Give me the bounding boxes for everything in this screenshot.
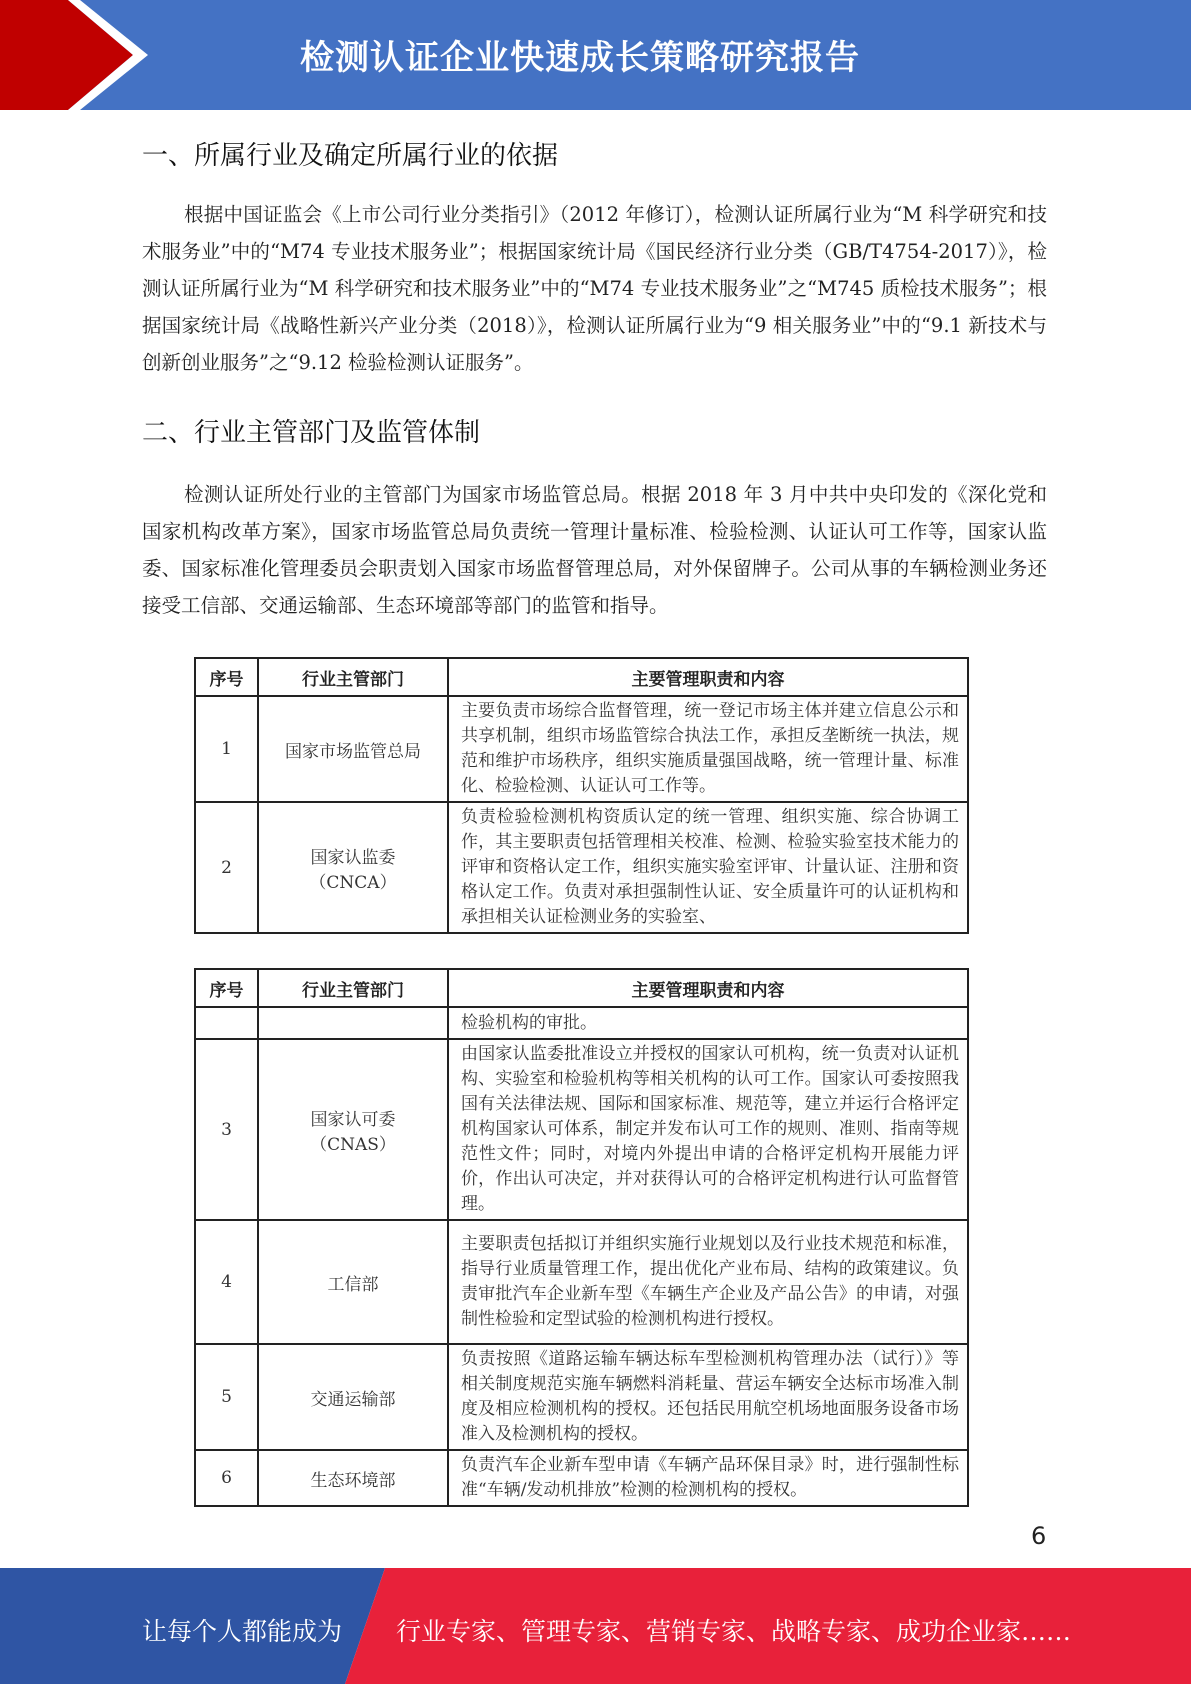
regulator-table-2 — [194, 968, 969, 1507]
dept-name: 国家市场监管总局 — [285, 741, 421, 762]
dept-abbr: （CNCA） — [309, 872, 397, 893]
col-header-dept: 行业主管部门 — [258, 658, 448, 696]
col-header-no: 序号 — [195, 969, 258, 1007]
footer-slogan-left: 让每个人都能成为 — [142, 1617, 343, 1646]
row-duty: 主要负责市场综合监督管理，统一登记市场主体并建立信息公示和共享机制，组织市场监管综合执法工作，承担反垄断统一执法，规范和维护市场秩序，组织实施质量强国战略，统一管理计量、标准化、检验检测、认证认可工作等。 — [448, 696, 968, 802]
section-heading-regulation: 二、行业主管部门及监管体制 — [142, 418, 481, 448]
row-duty: 检验机构的审批。 — [448, 1007, 968, 1039]
table-row — [195, 1220, 968, 1344]
footer-slogan-right: 行业专家、管理专家、营销专家、战略专家、成功企业家…… — [396, 1617, 1072, 1646]
table-row — [195, 1039, 968, 1220]
page-footer — [0, 1568, 1191, 1684]
col-header-no: 序号 — [195, 658, 258, 696]
row-no: 2 — [195, 802, 258, 933]
table-row — [195, 696, 968, 802]
row-no — [195, 1007, 258, 1039]
report-title: 检测认证企业快速成长策略研究报告 — [300, 38, 860, 78]
page-header — [0, 0, 1191, 110]
table-row — [195, 1450, 968, 1506]
dept-abbr: （CNAS） — [310, 1134, 396, 1155]
row-duty: 负责汽车企业新车型申请《车辆产品环保目录》时，进行强制性标准“车辆/发动机排放”检测的检测机构的授权。 — [448, 1450, 968, 1506]
row-duty: 负责按照《道路运输车辆达标车型检测机构管理办法（试行）》等相关制度规范实施车辆燃料消耗量、营运车辆安全达标市场准入制度及相应检测机构的授权。还包括民用航空机场地面服务设备市场准入及检测机构的授权。 — [448, 1344, 968, 1450]
dept-name: 国家认可委 — [310, 1109, 396, 1130]
row-duty: 主要职责包括拟订并组织实施行业规划以及行业技术规范和标准，指导行业质量管理工作，提出优化产业布局、结构的政策建议。负责审批汽车企业新车型《车辆生产企业及产品公告》的申请，对强制性检验和定型试验的检测机构进行授权。 — [448, 1220, 968, 1344]
page-number: 6 — [1031, 1522, 1047, 1550]
row-no: 6 — [195, 1450, 258, 1506]
col-header-duty: 主要管理职责和内容 — [448, 969, 968, 1007]
row-no: 5 — [195, 1344, 258, 1450]
row-duty: 由国家认监委批准设立并授权的国家认可机构，统一负责对认证机构、实验室和检验机构等相关机构的认可工作。国家认可委按照我国有关法律法规、国际和国家标准、规范等，建立并运行合格评定机构国家认可体系，制定并发布认可工作的规则、准则、指南等规范性文件；同时，对境内外提出申请的合格评定机构开展能力评价，作出认可决定，并对获得认可的合格评定机构进行认可监督管理。 — [448, 1039, 968, 1220]
section-heading-industry: 一、所属行业及确定所属行业的依据 — [142, 141, 559, 171]
row-dept: 工信部 — [258, 1220, 448, 1344]
row-dept — [258, 1039, 448, 1220]
row-no: 1 — [195, 696, 258, 802]
row-no: 3 — [195, 1039, 258, 1220]
col-header-dept: 行业主管部门 — [258, 969, 448, 1007]
table-row — [195, 1344, 968, 1450]
table-header-row — [195, 969, 968, 1007]
table-row — [195, 1007, 968, 1039]
dept-name: 国家认监委 — [310, 847, 396, 868]
table-header-row — [195, 658, 968, 696]
row-dept — [258, 696, 448, 802]
row-dept — [258, 802, 448, 933]
row-dept — [258, 1007, 448, 1039]
row-dept: 生态环境部 — [258, 1450, 448, 1506]
col-header-duty: 主要管理职责和内容 — [448, 658, 968, 696]
row-dept: 交通运输部 — [258, 1344, 448, 1450]
regulator-table-1 — [194, 657, 969, 934]
section-paragraph-regulation: 检测认证所处行业的主管部门为国家市场监管总局。根据 2018 年 3 月中共中央印发的《深化党和国家机构改革方案》，国家市场监管总局负责统一管理计量标准、检验检测、认证认可工作等，国家认监委、国家标准化管理委员会职责划入国家市场监督管理总局，对外保留牌子。公司从事的车辆检测业务还接受工信部、交通运输部、生态环境部等部门的监管和指导。 — [142, 483, 1047, 617]
section-paragraph-industry: 根据中国证监会《上市公司行业分类指引》（2012 年修订），检测认证所属行业为“M 科学研究和技术服务业”中的“M74 专业技术服务业”；根据国家统计局《国民经济行业分类（GB/T4754-2017）》，检测认证所属行业为“M 科学研究和技术服务业”中的“M74 专业技术服务业”之“M745 质检技术服务”；根据国家统计局《战略性新兴产业分类（2018）》，检测认证所属行业为“9 相关服务业”中的“9.1 新技术与创新创业服务”之“9.12 检验检测认证服务”。 — [142, 203, 1047, 374]
row-duty: 负责检验检测机构资质认定的统一管理、组织实施、综合协调工作，其主要职责包括管理相关校准、检测、检验实验室技术能力的评审和资格认定工作，组织实施实验室评审、计量认证、注册和资格认定工作。负责对承担强制性认证、安全质量许可的认证机构和承担相关认证检测业务的实验室、 — [448, 802, 968, 933]
row-no: 4 — [195, 1220, 258, 1344]
table-row — [195, 802, 968, 933]
